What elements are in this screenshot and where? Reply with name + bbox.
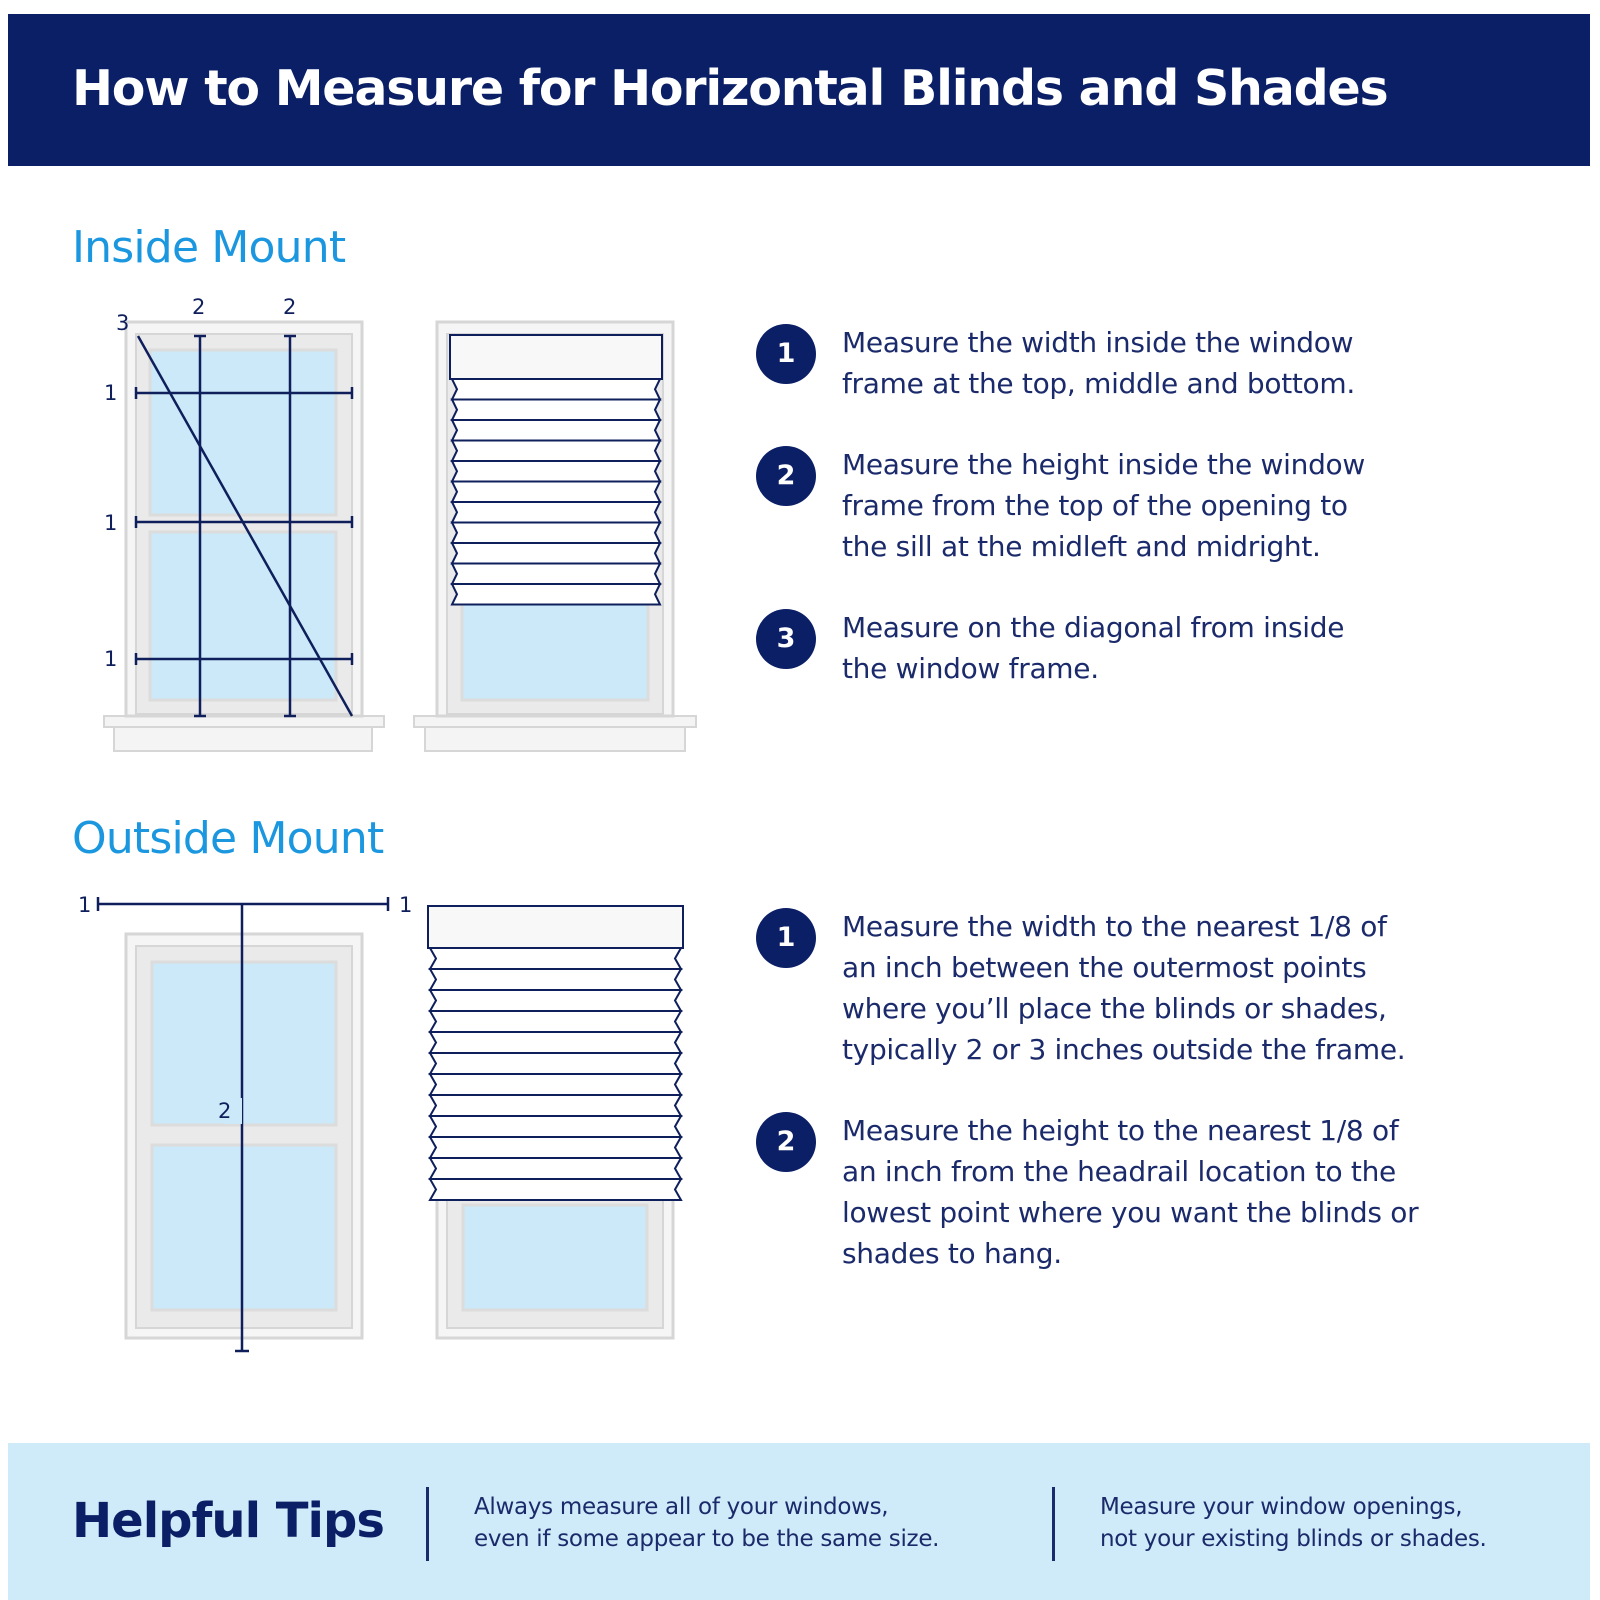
step-number-badge: 2 [756, 446, 816, 506]
inside-label-height-left: 2 [192, 295, 206, 319]
outside-window-shade-illustration [428, 906, 683, 1338]
step-text: Measure the height inside the window frame from the top of the opening to the sill at the midleft and midright. [842, 448, 1365, 563]
tip-text: Measure your window openings, not your existing blinds or shades. [1100, 1494, 1487, 1552]
helpful-tips-title: Helpful Tips [72, 1493, 384, 1549]
shade-pleat [430, 969, 681, 990]
outside-step [756, 1110, 1556, 1274]
step-text: Measure on the diagonal from inside the window frame. [842, 611, 1345, 685]
shade-pleat [430, 1158, 681, 1179]
outside-step [756, 906, 1556, 1070]
inside-label-diagonal: 3 [116, 311, 130, 335]
inside-mount-title: Inside Mount [72, 222, 346, 273]
step-text: Measure the width inside the window frame at the top, middle and bottom. [842, 326, 1355, 400]
step-number-badge: 2 [756, 1112, 816, 1172]
inside-label-width-middle: 1 [104, 511, 118, 535]
outside-label-height: 2 [218, 1099, 232, 1123]
page-title: How to Measure for Horizontal Blinds and Shades [72, 60, 1388, 117]
shade-pleat [430, 1095, 681, 1116]
shade-pleat [430, 1116, 681, 1137]
step-number-badge: 1 [756, 908, 816, 968]
shade-pleat [430, 948, 681, 969]
shade-pleat [430, 1011, 681, 1032]
inside-label-width-bottom: 1 [104, 647, 118, 671]
inside-label-width-top: 1 [104, 381, 118, 405]
step-text: Measure the width to the nearest 1/8 of an inch between the outermost points where you’ll place the blinds or shades, typically 2 or 3 inches outside the frame. [842, 910, 1406, 1066]
shade-pleat [430, 1074, 681, 1095]
helpful-tips-banner [8, 1443, 1590, 1600]
tips-divider [1052, 1487, 1055, 1561]
shade-pleat [430, 1179, 681, 1200]
tips-divider [426, 1487, 429, 1561]
step-number-badge: 1 [756, 324, 816, 384]
step-text: Measure the height to the nearest 1/8 of an inch from the headrail location to the lowest point where you want the blinds or shades to hang. [842, 1114, 1419, 1270]
inside-label-height-right: 2 [283, 295, 297, 319]
outside-mount-steps [756, 906, 1556, 1314]
outside-label-width-right: 1 [399, 893, 413, 917]
tip-text: Always measure all of your windows, even if some appear to be the same size. [474, 1494, 940, 1552]
shade-pleat [430, 1137, 681, 1158]
shade-pleat [430, 1053, 681, 1074]
shade-pleat [430, 990, 681, 1011]
shade-pleat [430, 1032, 681, 1053]
step-number-badge: 3 [756, 609, 816, 669]
outside-label-width-left: 1 [78, 893, 92, 917]
outside-mount-title: Outside Mount [72, 813, 384, 864]
outside-window-measure-illustration [78, 893, 412, 1351]
